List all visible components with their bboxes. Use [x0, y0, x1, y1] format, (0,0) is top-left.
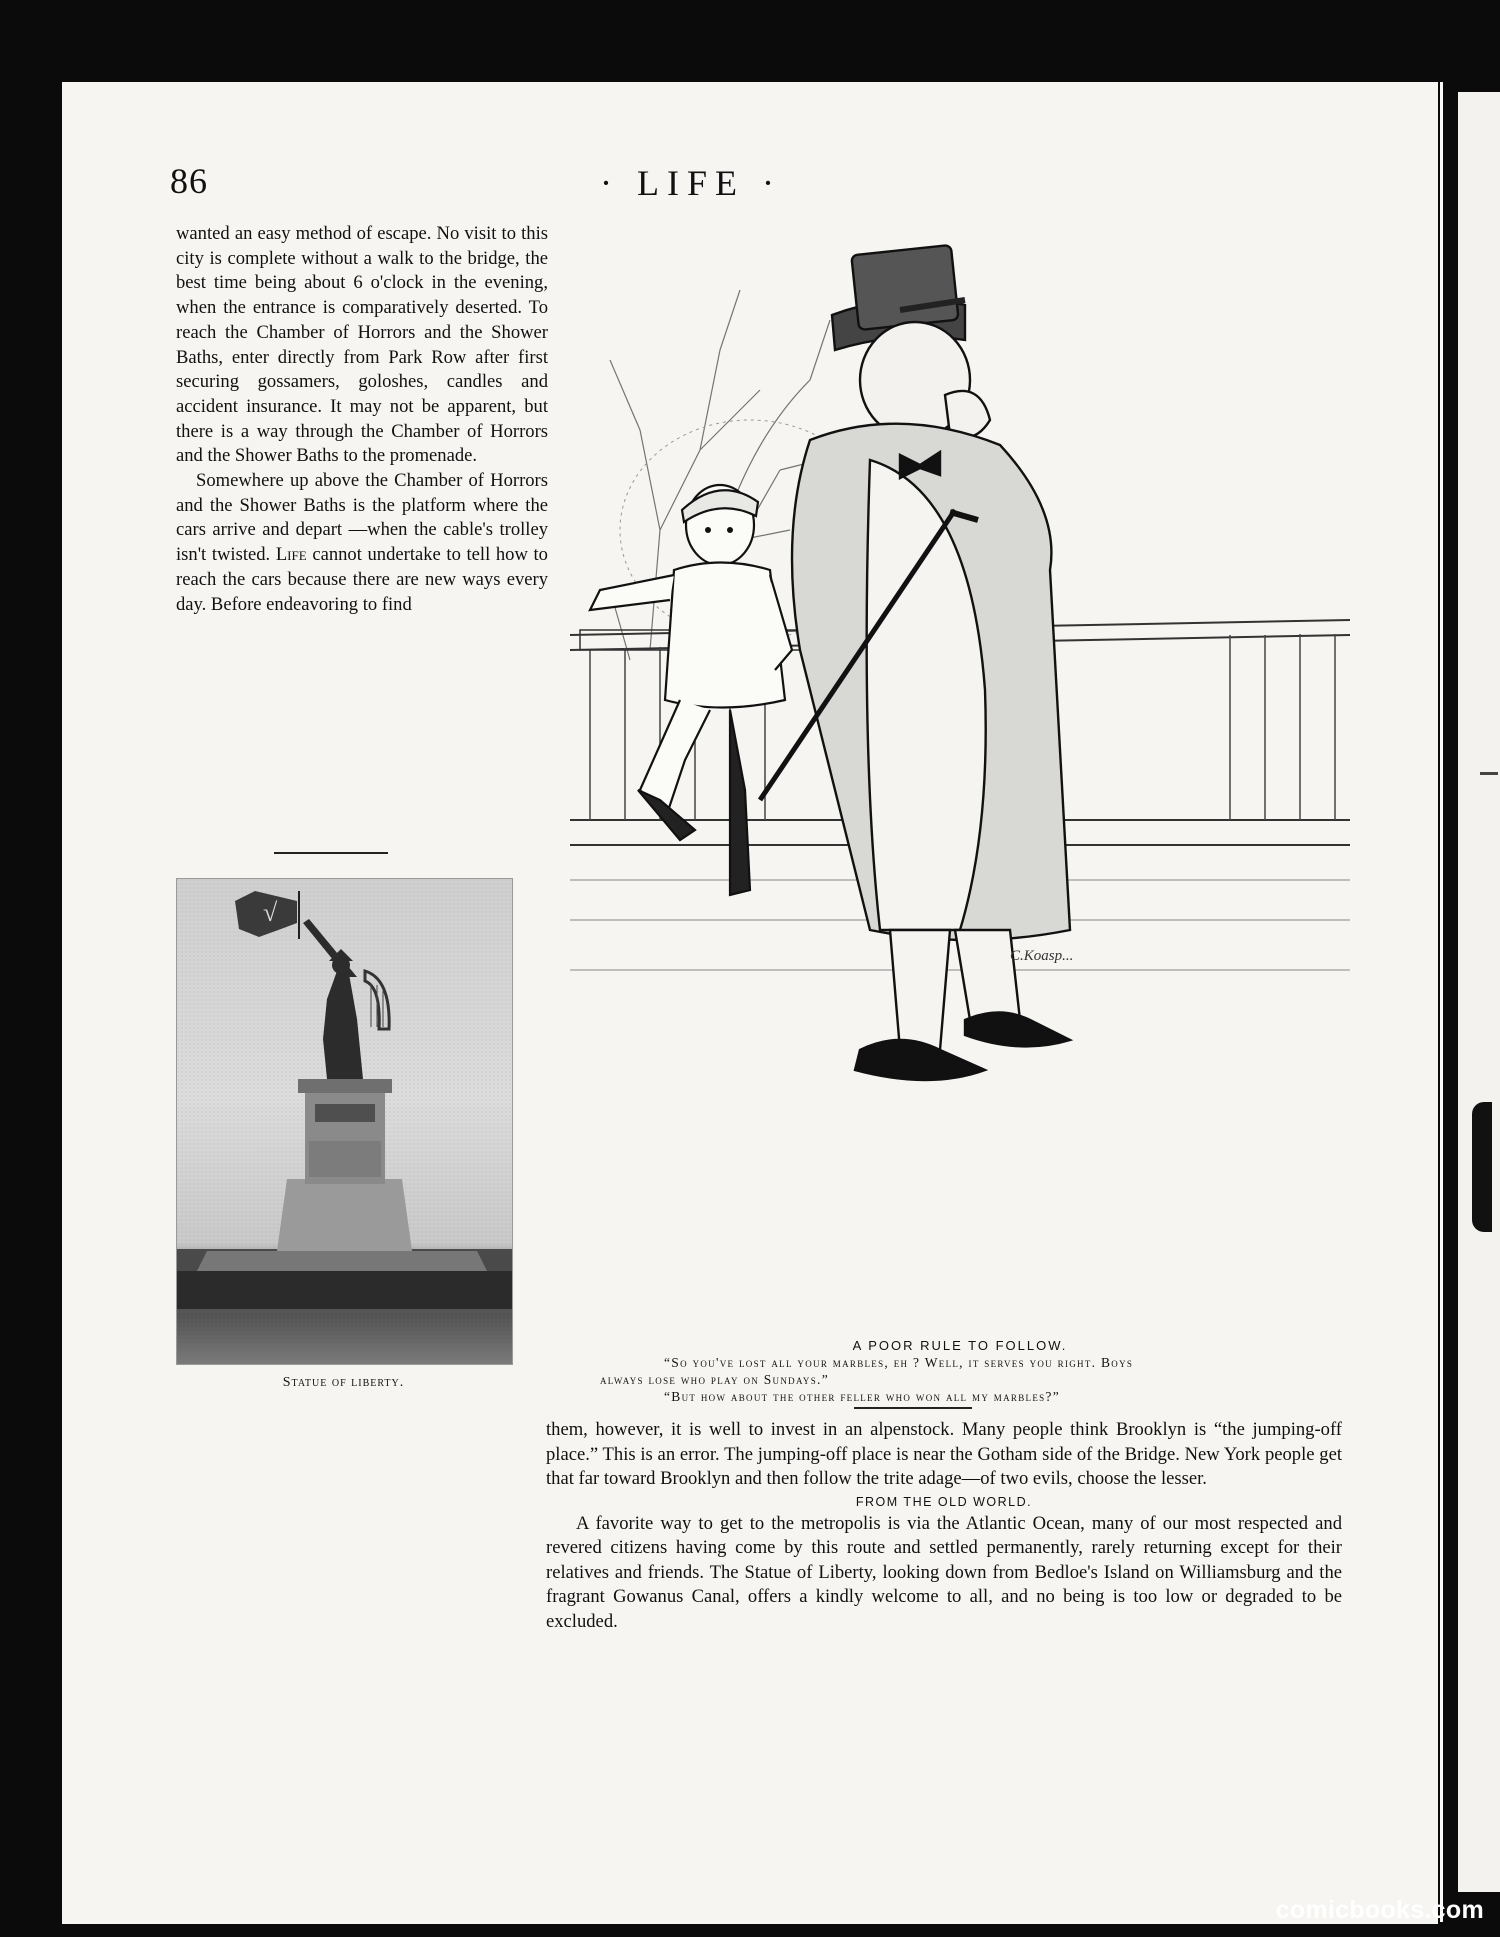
section-rule — [274, 852, 388, 854]
site-watermark: comicbooks.com — [1275, 1896, 1484, 1924]
photo-caption: Statue of liberty. — [282, 1375, 405, 1390]
adjacent-page-ink-stroke — [1480, 772, 1498, 775]
page-number: 86 — [170, 161, 208, 201]
main-text-column — [546, 1418, 1342, 1634]
page-edge — [1440, 82, 1443, 1922]
main-paragraph-2: A favorite way to get to the metropolis is via the Atlantic Ocean, many of our most respected and revered citizens having come by this route and settled permanently, rarely returning except for their relatives and friends. The Statue of Liberty, looking down from Bedloe's Island on Williamsburg and the fragrant Gowanus Canal, offers a kindly welcome to all, and no being is too low or degraded to be excluded. — [546, 1512, 1342, 1632]
main-paragraph-1: them, however, it is well to invest in an alpenstock. Many people think Brooklyn is “the jumping-off place.” This is an error. The jumping-off place is near the Gotham side of the Bridge. New York people get that far toward Brooklyn and then follow the trite adage—of two evils, choose the lesser. — [546, 1419, 1342, 1489]
left-column-text — [176, 222, 548, 617]
cartoon-caption-line-1: “So you've lost all your marbles, eh ? Well, it serves you right. Boys — [664, 1355, 1134, 1370]
left-paragraph-2-end: cannot undertake to tell how to reach the cars because there are new ways every day. Before endeavoring to find — [176, 544, 548, 615]
statue-of-liberty-photo — [176, 878, 513, 1365]
statue-illustration — [177, 879, 512, 1364]
masthead-title: · LIFE · — [600, 163, 782, 203]
left-paragraph-2-start: Somewhere up above the Chamber of Horrors and the Shower Baths is the platform where the cars arrive and depart —when the cable's trolley isn't twisted. — [176, 470, 548, 566]
caption-rule — [854, 1407, 972, 1409]
artist-signature: C.Koasp... — [1010, 948, 1074, 964]
cartoon-title: A POOR RULE TO FOLLOW. — [852, 1338, 1068, 1353]
cartoon-drawing — [570, 230, 1350, 1335]
adjacent-page-ink — [1472, 1102, 1492, 1232]
section-subhead: FROM THE OLD WORLD. — [855, 1494, 1033, 1509]
cartoon-caption-line-2: always lose who play on Sundays.” — [600, 1372, 829, 1387]
adjacent-page-edge — [1458, 92, 1500, 1892]
flag-letter: √ — [263, 898, 278, 927]
left-paragraph-1: wanted an easy method of escape. No visit to this city is complete without a walk to the bridge, the best time being about 6 o'clock in the evening, when the entrance is comparatively deserted. To reach the Chamber of Horrors and the Shower Baths, enter directly from Park Row after first securing gossamers, goloshes, candles and accident insurance. It may not be apparent, but there is a way through the Chamber of Horrors and the Shower Baths to the promenade. — [176, 223, 548, 467]
left-paragraph-2 — [176, 469, 548, 617]
cartoon-illustration — [570, 230, 1350, 1335]
life-word: Life — [275, 544, 307, 566]
cartoon-caption-line-3: “But how about the other feller who won all my marbles?” — [664, 1389, 1061, 1404]
